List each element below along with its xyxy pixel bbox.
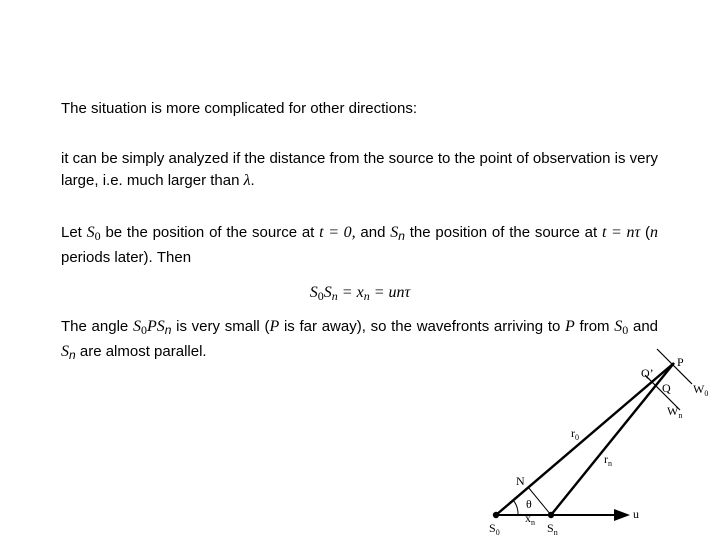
paragraph-angle: The angle $S_0PS_n$ is very small (P is far away), so the wavefronts arriving to P from $S_0$ and $S_n$ are almost parallel. bbox=[61, 318, 659, 362]
label-rn: $r_n$ bbox=[604, 452, 612, 468]
label-xn: $x_n$ bbox=[525, 511, 535, 527]
label-theta: θ bbox=[526, 497, 532, 511]
paragraph-definitions: Let $S_0$ be the position of the source at t = 0, and $S_n$ the position of the source at t = nτ (n periods later). Then bbox=[61, 224, 658, 266]
ray-r0 bbox=[496, 363, 674, 515]
point-sn bbox=[548, 512, 554, 518]
label-n: N bbox=[516, 474, 525, 488]
equation-displacement: $S0S_n = x_n = un\tau$ bbox=[309, 284, 411, 303]
theta-arc bbox=[513, 500, 518, 515]
point-s0 bbox=[493, 512, 499, 518]
velocity-arrowhead bbox=[614, 509, 630, 521]
lambda-symbol: λ bbox=[243, 172, 251, 189]
label-q: Q bbox=[662, 381, 671, 395]
label-q-prime: Q’ bbox=[641, 366, 654, 380]
label-w0: $W_0$ bbox=[693, 382, 709, 398]
label-wn: $W_n$ bbox=[667, 404, 683, 420]
label-s0: $S_0$ bbox=[489, 521, 500, 537]
paragraph-condition: it can be simply analyzed if the distance from the source to the point of observation is very large, i.e. much larger than λ. bbox=[61, 150, 658, 189]
label-r0: $r_0$ bbox=[571, 426, 579, 442]
label-sn: $S_n$ bbox=[547, 521, 558, 537]
paragraph-intro: The situation is more complicated for other directions: bbox=[61, 100, 417, 117]
label-u: u bbox=[633, 507, 639, 521]
geometry-diagram bbox=[470, 338, 720, 540]
label-p: P bbox=[677, 355, 684, 369]
